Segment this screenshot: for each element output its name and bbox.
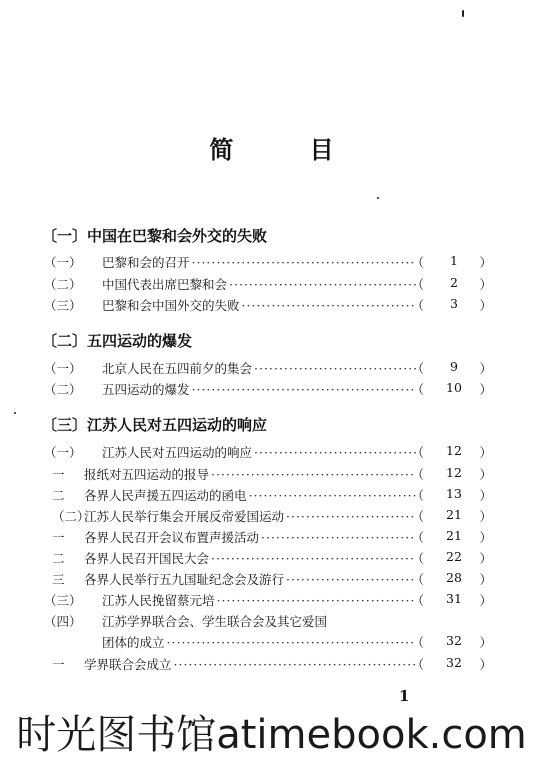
close-paren: ） <box>479 551 492 566</box>
watermark: 时光图书馆atimebook.com <box>16 712 527 758</box>
toc-row[interactable] <box>44 253 494 273</box>
toc-title: 五四运动的爆发 <box>102 382 190 397</box>
toc-page-number: 32 <box>446 655 462 670</box>
dot-leader <box>254 361 416 376</box>
toc-marker: （一） <box>44 255 82 270</box>
toc-page-number: 3 <box>450 296 458 311</box>
open-paren: （ <box>411 572 424 587</box>
scan-speck <box>377 197 379 199</box>
toc-page-number: 10 <box>446 380 462 395</box>
toc-title: 江苏人民对五四运动的响应 <box>102 445 253 460</box>
toc-marker: 一 <box>52 467 65 482</box>
toc-row[interactable] <box>44 507 494 527</box>
toc-marker: （二） <box>44 382 82 397</box>
toc-marker: 一 <box>52 530 65 545</box>
toc-row[interactable] <box>44 570 494 590</box>
toc-page-number: 22 <box>446 549 462 564</box>
dot-leader <box>192 255 416 270</box>
open-paren: （ <box>411 657 424 672</box>
toc-title-continuation: 团体的成立 <box>102 635 165 650</box>
toc-row-continuation[interactable] <box>44 633 494 653</box>
section-heading: 〔一〕中国在巴黎和会外交的失败 <box>42 227 268 245</box>
toc-row[interactable] <box>44 296 494 316</box>
open-paren: （ <box>411 530 424 545</box>
toc-row[interactable] <box>44 443 494 463</box>
toc-title: 各界人民声援五四运动的函电 <box>84 488 247 503</box>
dot-leader <box>261 530 416 545</box>
toc-row[interactable] <box>44 528 494 548</box>
open-paren: （ <box>411 467 424 482</box>
toc-row[interactable] <box>44 549 494 569</box>
close-paren: ） <box>479 255 492 270</box>
toc-marker: 一 <box>52 657 65 672</box>
toc-marker: （三） <box>44 298 82 313</box>
toc-page-number: 32 <box>446 633 462 648</box>
dot-leader <box>211 467 416 482</box>
toc-row[interactable] <box>44 465 494 485</box>
toc-title: 学界联合会成立 <box>84 657 172 672</box>
open-paren: （ <box>411 298 424 313</box>
toc-page-number: 12 <box>446 465 462 480</box>
toc-title: 北京人民在五四前夕的集会 <box>102 361 253 376</box>
close-paren: ） <box>479 467 492 482</box>
toc-title: 各界人民召开国民大会 <box>84 551 210 566</box>
toc-marker: 二 <box>52 551 65 566</box>
page-title: 简 目 <box>209 135 368 164</box>
dot-leader <box>167 635 416 650</box>
open-paren: （ <box>411 593 424 608</box>
open-paren: （ <box>411 382 424 397</box>
close-paren: ） <box>479 635 492 650</box>
dot-leader <box>217 593 416 608</box>
open-paren: （ <box>411 255 424 270</box>
toc-title: 巴黎和会中国外交的失败 <box>102 298 240 313</box>
toc-title: 各界人民召开会议布置声援活动 <box>84 530 260 545</box>
dot-leader <box>211 551 416 566</box>
toc-page-number: 21 <box>446 528 462 543</box>
dot-leader <box>229 277 416 292</box>
open-paren: （ <box>411 445 424 460</box>
toc-page-number: 9 <box>450 359 458 374</box>
toc-marker: （三） <box>44 593 82 608</box>
toc-marker: 二 <box>52 488 65 503</box>
toc-page-number: 2 <box>450 275 458 290</box>
toc-row[interactable] <box>44 655 494 675</box>
section-heading: 〔二〕五四运动的爆发 <box>42 332 193 350</box>
toc-row[interactable] <box>44 275 494 295</box>
toc-row[interactable] <box>44 486 494 506</box>
toc-row[interactable] <box>44 591 494 611</box>
toc-page-number: 12 <box>446 443 462 458</box>
scan-speck <box>462 10 464 17</box>
page-number: 1 <box>399 687 410 705</box>
section-heading: 〔三〕江苏人民对五四运动的响应 <box>42 416 268 434</box>
toc-page-number: 1 <box>450 253 458 268</box>
toc-marker: 三 <box>52 572 65 587</box>
toc-marker: （一） <box>44 361 82 376</box>
open-paren: （ <box>411 551 424 566</box>
dot-leader <box>286 572 416 587</box>
toc-marker: （二） <box>44 277 82 292</box>
dot-leader <box>174 657 416 672</box>
close-paren: ） <box>479 277 492 292</box>
dot-leader <box>254 445 416 460</box>
toc-page-number: 31 <box>446 591 462 606</box>
toc-page-number: 21 <box>446 507 462 522</box>
scan-speck <box>14 412 16 414</box>
open-paren: （ <box>411 361 424 376</box>
close-paren: ） <box>479 593 492 608</box>
dot-leader <box>192 382 416 397</box>
open-paren: （ <box>411 277 424 292</box>
close-paren: ） <box>479 530 492 545</box>
toc-page-number: 13 <box>446 486 462 501</box>
toc-row[interactable] <box>44 380 494 400</box>
toc-title: 报纸对五四运动的报导 <box>84 467 210 482</box>
dot-leader <box>242 298 416 313</box>
toc-row[interactable] <box>44 359 494 379</box>
close-paren: ） <box>479 361 492 376</box>
toc-row[interactable] <box>44 612 494 632</box>
toc-title: 巴黎和会的召开 <box>102 255 190 270</box>
dot-leader <box>286 509 416 524</box>
dot-leader <box>249 488 416 503</box>
toc-title: 江苏学界联合会、学生联合会及其它爱国 <box>102 614 328 629</box>
open-paren: （ <box>411 488 424 503</box>
close-paren: ） <box>479 298 492 313</box>
toc-marker: （四） <box>44 614 82 629</box>
close-paren: ） <box>479 488 492 503</box>
toc-marker: （二） <box>52 509 90 524</box>
close-paren: ） <box>479 509 492 524</box>
open-paren: （ <box>411 635 424 650</box>
toc-title: 江苏人民挽留蔡元培 <box>102 593 215 608</box>
close-paren: ） <box>479 382 492 397</box>
close-paren: ） <box>479 572 492 587</box>
toc-title: 江苏人民举行集会开展反帝爱国运动 <box>84 509 285 524</box>
close-paren: ） <box>479 657 492 672</box>
toc-marker: （一） <box>44 445 82 460</box>
toc-page-number: 28 <box>446 570 462 585</box>
toc-title: 中国代表出席巴黎和会 <box>102 277 228 292</box>
close-paren: ） <box>479 445 492 460</box>
toc-title: 各界人民举行五九国耻纪念会及游行 <box>84 572 285 587</box>
open-paren: （ <box>411 509 424 524</box>
